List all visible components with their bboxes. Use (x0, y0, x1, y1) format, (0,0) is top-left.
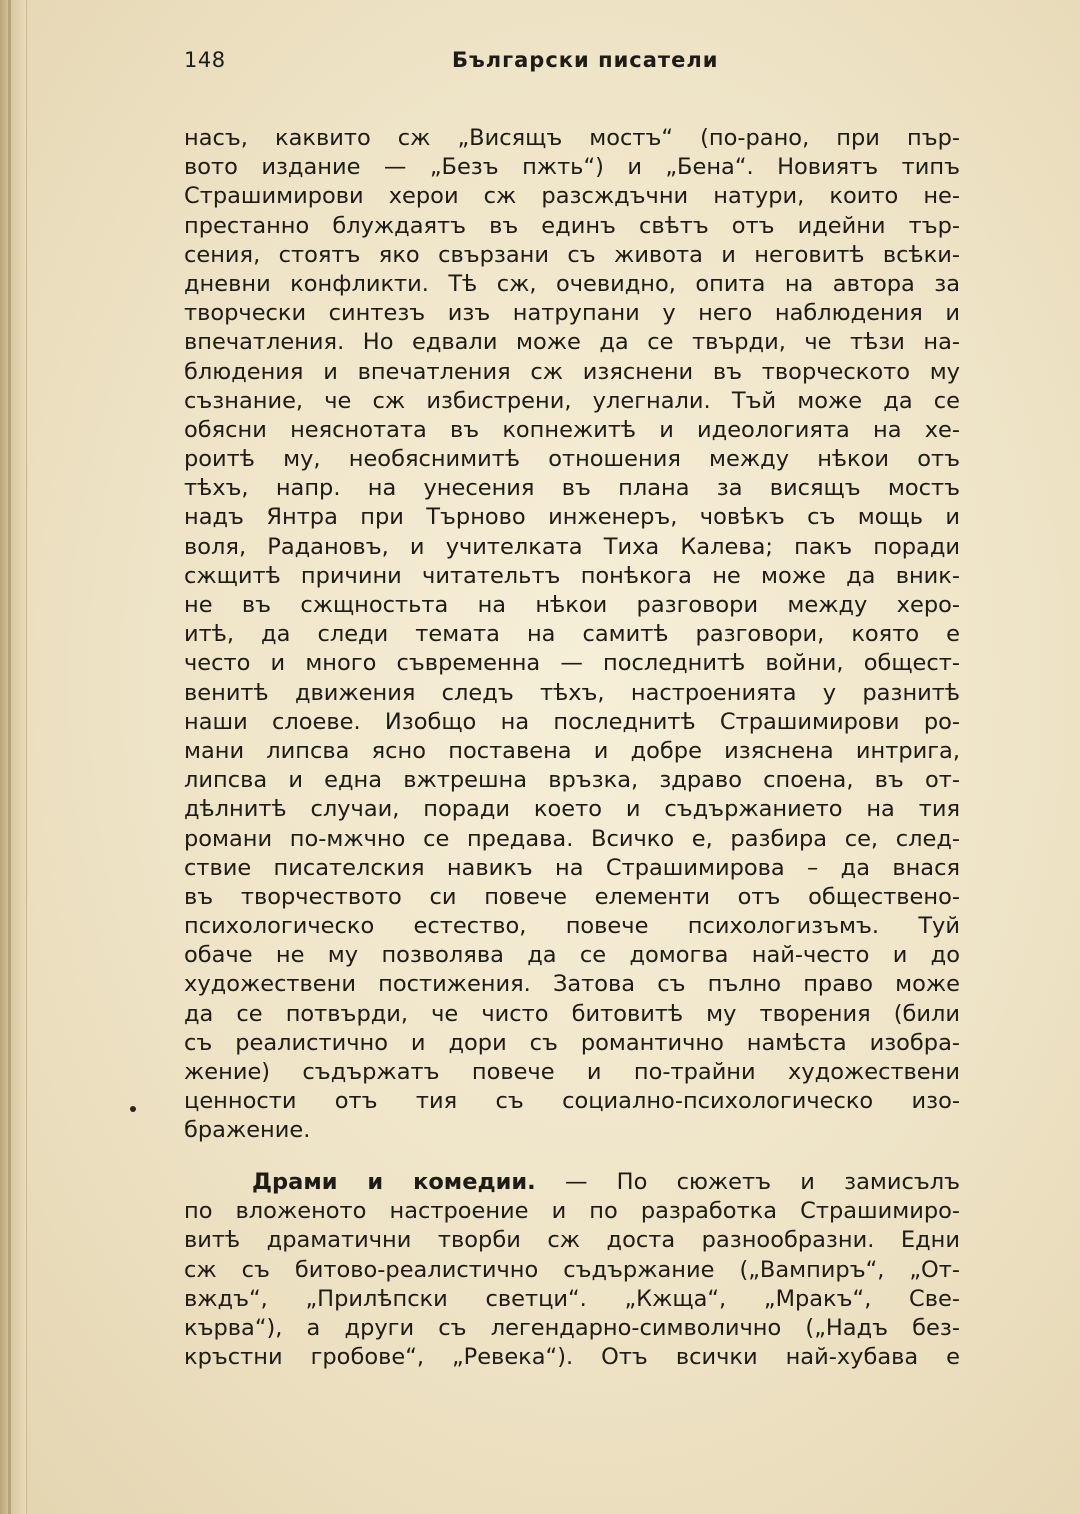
text-line: сения, стоятъ яко свързани съ живота и неговитѣ всѣки- (184, 241, 960, 268)
text-line: тѣхъ, напр. на унесения въ плана за висящъ мостъ (184, 475, 960, 502)
text-line: вждъ“, „Прилѣпски светци“. „Кжща“, „Мракъ“, Све- (184, 1285, 960, 1312)
text-line: дѣлнитѣ случаи, поради което и съдържанието на тия (184, 796, 960, 823)
text-line: по вложеното настроение и по разработка Страшимиро- (184, 1198, 960, 1225)
text-line: ствие писателския навикъ на Страшимирова – да внася (184, 854, 960, 881)
text-line: да се потвърди, че чисто битовитѣ му творения (били (184, 1000, 960, 1027)
text-line: мани липсва ясно поставена и добре изяснена интрига, (184, 737, 960, 764)
text-line: творчески синтезъ изъ натрупани у него наблюдения и (184, 300, 960, 327)
text-line: венитѣ движения следъ тѣхъ, настроенията у разнитѣ (184, 679, 960, 706)
page-header (184, 48, 964, 82)
text-line: липсва и една вжтрешна връзка, здраво споена, въ от- (184, 767, 960, 794)
running-head: Български писатели (452, 48, 719, 72)
text-line: сжщитѣ причини читательтъ понѣкога не може да вник- (184, 562, 960, 589)
text-line: романи по-мжчно се предава. Всичко е, разбира се, след- (184, 825, 960, 852)
text-line: психологическо естество, повече психологизъмъ. Туй (184, 913, 960, 940)
paragraph-continued (184, 124, 960, 1146)
text-line: впечатления. Но едвали може да се твърди, че тѣзи на- (184, 329, 960, 356)
text-line: художествени постижения. Затова съ пълно право може (184, 971, 960, 998)
text-line: съзнание, че сж избистрени, улегнали. Тъй може да се (184, 387, 960, 414)
text-line: роитѣ му, необяснимитѣ отношения между нѣкои отъ (184, 446, 960, 473)
text-line: обясни неяснотата въ копнежитѣ и идеологията на хе- (184, 416, 960, 443)
text-line: дневни конфликти. Тѣ сж, очевидно, опита на автора за (184, 270, 960, 297)
text-line: престанно блуждаятъ въ единъ свѣтъ отъ идейни тър- (184, 212, 960, 239)
text-line: ценности отъ тия съ социално-психологическо изо- (184, 1088, 960, 1115)
section-heading: Драми и комедии. (252, 1169, 536, 1195)
section-first-line (184, 1168, 960, 1197)
text-line: надъ Янтра при Търново инженеръ, човѣкъ съ мощь и (184, 504, 960, 531)
text-line: съ реалистично и дори съ романтично намѣста изобра- (184, 1029, 960, 1056)
text-line: итѣ, да следи темата на самитѣ разговори, която е (184, 621, 960, 648)
section-drama-comedy (184, 1168, 960, 1372)
text-line: Страшимирови херои сж разсждъчни натури, които не- (184, 183, 960, 210)
section-heading-continuation: — По сюжетъ и замисълъ (535, 1169, 960, 1195)
text-line: витѣ драматични творби сж доста разнообразни. Едни (184, 1227, 960, 1254)
text-line: сж съ битово-реалистично съдържание („Вампиръ“, „От- (184, 1256, 960, 1283)
text-line: блюдения и впечатления сж изяснени въ творческото му (184, 358, 960, 385)
text-line: вото издание — „Безъ пжть“) и „Бена“. Новиятъ типъ (184, 154, 960, 181)
text-line: кърва“), а други съ легендарно-символично („Надъ без- (184, 1314, 960, 1341)
page-number: 148 (184, 48, 226, 72)
ink-speck (130, 1106, 136, 1112)
text-line: наши слоеве. Изобщо на последнитѣ Страшимирови ро- (184, 708, 960, 735)
text-line: жение) съдържатъ повече и по-трайни художествени (184, 1059, 960, 1085)
text-line: често и много съвременна — последнитѣ войни, общест- (184, 650, 960, 677)
text-line: насъ, каквито сж „Висящъ мостъ“ (по-рано, при пър- (184, 125, 960, 151)
text-line: въ творчеството си повече елементи отъ обществено- (184, 883, 960, 910)
text-line: обаче не му позволява да се домогва най-често и до (184, 942, 960, 969)
text-line: воля, Радановъ, и учителката Тиха Калева; пакъ поради (184, 533, 960, 560)
text-line: бражение. (184, 1117, 311, 1144)
text-line: не въ сжщностьта на нѣкои разговори между херо- (184, 592, 960, 618)
text-line: кръстни гробове“, „Ревека“). Отъ всички най-хубава е (184, 1344, 960, 1371)
page-binding-edge (0, 0, 27, 1514)
